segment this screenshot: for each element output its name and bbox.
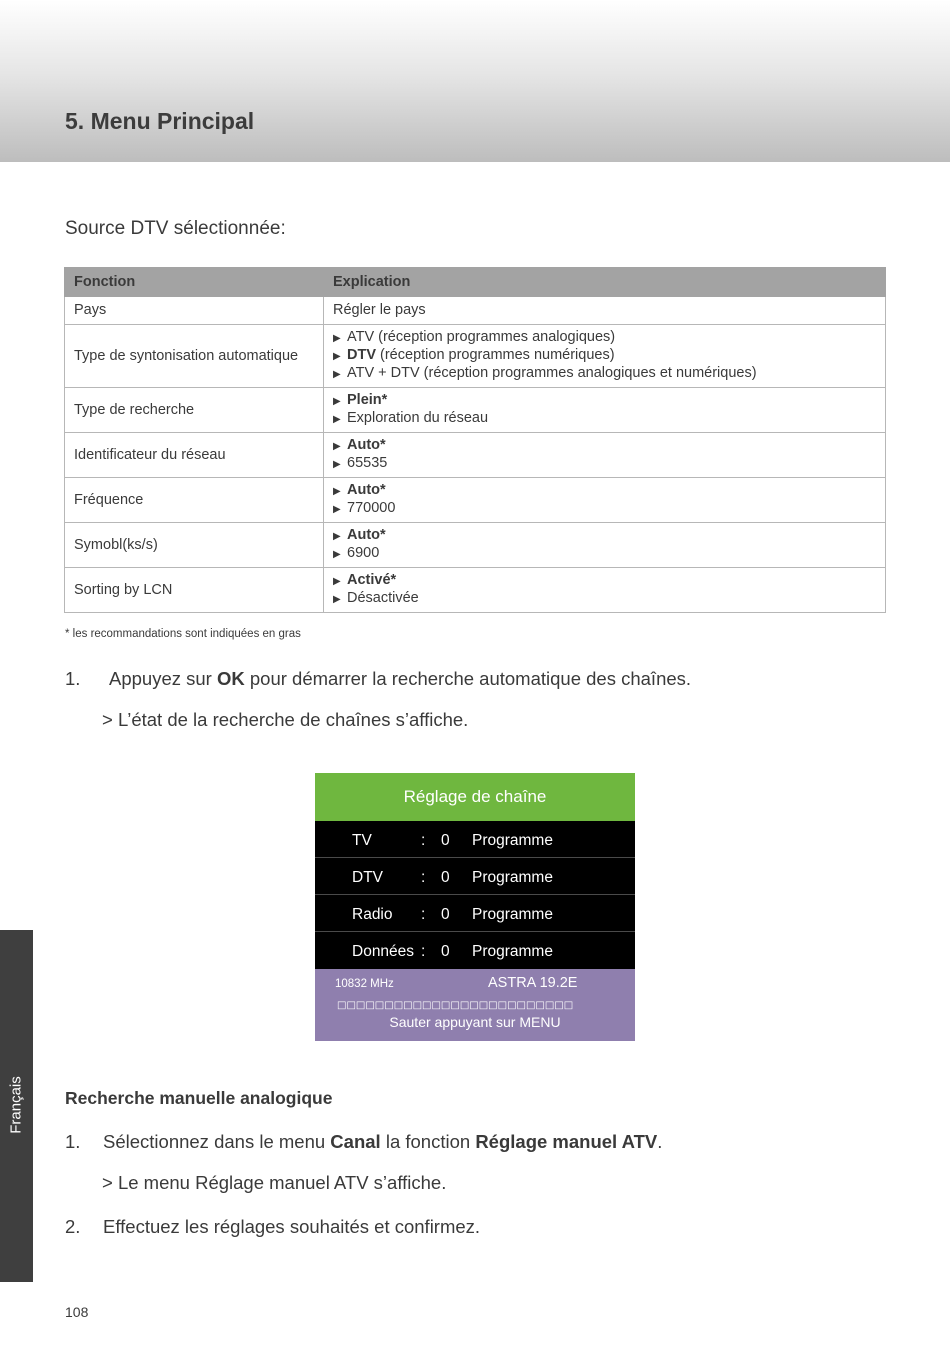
scan-row-tv: TV : 0 Programme bbox=[315, 821, 635, 858]
footnote: * les recommandations sont indiquées en gras bbox=[65, 628, 301, 640]
scan-status-panel bbox=[315, 969, 635, 1041]
row-label: Sorting by LCN bbox=[65, 568, 324, 613]
screen-title: Réglage de chaîne bbox=[315, 773, 635, 821]
progress-bar: □□□□□□□□□□□□□□□□□□□□□□□□□ bbox=[337, 1000, 574, 1011]
triangle-bullet-icon: ▶ bbox=[333, 459, 341, 470]
page-title: 5. Menu Principal bbox=[65, 108, 255, 134]
triangle-bullet-icon: ▶ bbox=[333, 504, 341, 515]
table-row bbox=[65, 568, 886, 613]
language-label: Français bbox=[7, 1076, 25, 1134]
row-explanation bbox=[324, 478, 886, 523]
option-item: ▶ Auto* bbox=[333, 437, 386, 453]
option-item: ▶ Auto* bbox=[333, 527, 386, 543]
step-number: 2. bbox=[65, 1216, 81, 1237]
skip-hint: Sauter appuyant sur MENU bbox=[389, 1014, 561, 1030]
step-text: Appuyez sur OK pour démarrer la recherche automatique des chaînes. bbox=[109, 668, 692, 689]
manual-step-1-result: > Le menu Réglage manuel ATV s’affiche. bbox=[102, 1172, 447, 1193]
step-1 bbox=[65, 668, 925, 690]
row-label: Fréquence bbox=[65, 478, 324, 523]
table-row bbox=[65, 388, 886, 433]
option-item: ▶ ATV + DTV (réception programmes analogiques et numériques) bbox=[333, 365, 757, 381]
triangle-bullet-icon: ▶ bbox=[333, 576, 341, 587]
option-item: ▶ Désactivée bbox=[333, 590, 419, 606]
row-explanation bbox=[324, 433, 886, 478]
triangle-bullet-icon: ▶ bbox=[333, 441, 341, 452]
step-text: Sélectionnez dans le menu Canal la fonction Réglage manuel ATV. bbox=[103, 1131, 663, 1152]
scan-row-radio: Radio : 0 Programme bbox=[315, 895, 635, 932]
option-item: ▶ 6900 bbox=[333, 545, 380, 561]
page-header bbox=[0, 0, 950, 162]
table-row bbox=[65, 478, 886, 523]
row-label: Identificateur du réseau bbox=[65, 433, 324, 478]
section-subtitle: Source DTV sélectionnée: bbox=[65, 218, 286, 239]
scan-row-dtv: DTV : 0 Programme bbox=[315, 858, 635, 895]
option-item: ▶ Auto* bbox=[333, 482, 386, 498]
scan-row-data: Données : 0 Programme bbox=[352, 943, 553, 960]
row-explanation: Régler le pays bbox=[324, 297, 886, 325]
row-explanation bbox=[324, 523, 886, 568]
page-number: 108 bbox=[65, 1304, 89, 1320]
row-explanation bbox=[324, 568, 886, 613]
step-number: 1. bbox=[65, 1131, 81, 1152]
option-item: ▶ 770000 bbox=[333, 500, 396, 516]
manual-step-1 bbox=[65, 1131, 925, 1153]
row-label: Type de recherche bbox=[65, 388, 324, 433]
manual-step-2 bbox=[65, 1216, 925, 1238]
table-row bbox=[65, 325, 886, 388]
triangle-bullet-icon: ▶ bbox=[333, 369, 341, 380]
step-text: Effectuez les réglages souhaités et confirmez. bbox=[103, 1216, 481, 1237]
row-explanation bbox=[324, 325, 886, 388]
triangle-bullet-icon: ▶ bbox=[333, 414, 341, 425]
row-label: Type de syntonisation automatique bbox=[65, 325, 324, 388]
table-row bbox=[65, 523, 886, 568]
triangle-bullet-icon: ▶ bbox=[333, 594, 341, 605]
section-heading: Recherche manuelle analogique bbox=[65, 1088, 333, 1108]
option-item: ▶ Plein* bbox=[333, 392, 388, 408]
option-item: ▶ Exploration du réseau bbox=[333, 410, 489, 426]
triangle-bullet-icon: ▶ bbox=[333, 351, 341, 362]
row-label: Symobl(ks/s) bbox=[65, 523, 324, 568]
table-header-row bbox=[65, 268, 886, 297]
triangle-bullet-icon: ▶ bbox=[333, 396, 341, 407]
triangle-bullet-icon: ▶ bbox=[333, 486, 341, 497]
step-1-result: > L’état de la recherche de chaînes s’affiche. bbox=[102, 709, 469, 730]
table-row bbox=[65, 433, 886, 478]
column-header-function: Fonction bbox=[65, 268, 324, 297]
option-item: ▶ Activé* bbox=[333, 572, 397, 588]
step-number: 1. bbox=[65, 668, 81, 689]
satellite-name: ASTRA 19.2E bbox=[488, 975, 578, 991]
row-label: Pays bbox=[65, 297, 324, 325]
option-item: ▶ ATV (réception programmes analogiques) bbox=[333, 329, 616, 345]
frequency-readout: 10832 MHz bbox=[335, 978, 394, 990]
triangle-bullet-icon: ▶ bbox=[333, 333, 341, 344]
column-header-explanation: Explication bbox=[324, 268, 886, 297]
triangle-bullet-icon: ▶ bbox=[333, 549, 341, 560]
table-row bbox=[65, 297, 886, 325]
triangle-bullet-icon: ▶ bbox=[333, 531, 341, 542]
row-explanation bbox=[324, 388, 886, 433]
option-item: ▶ DTV (réception programmes numériques) bbox=[333, 347, 615, 363]
function-table bbox=[64, 267, 886, 613]
channel-scan-screen bbox=[315, 773, 635, 1041]
option-item: ▶ 65535 bbox=[333, 455, 388, 471]
